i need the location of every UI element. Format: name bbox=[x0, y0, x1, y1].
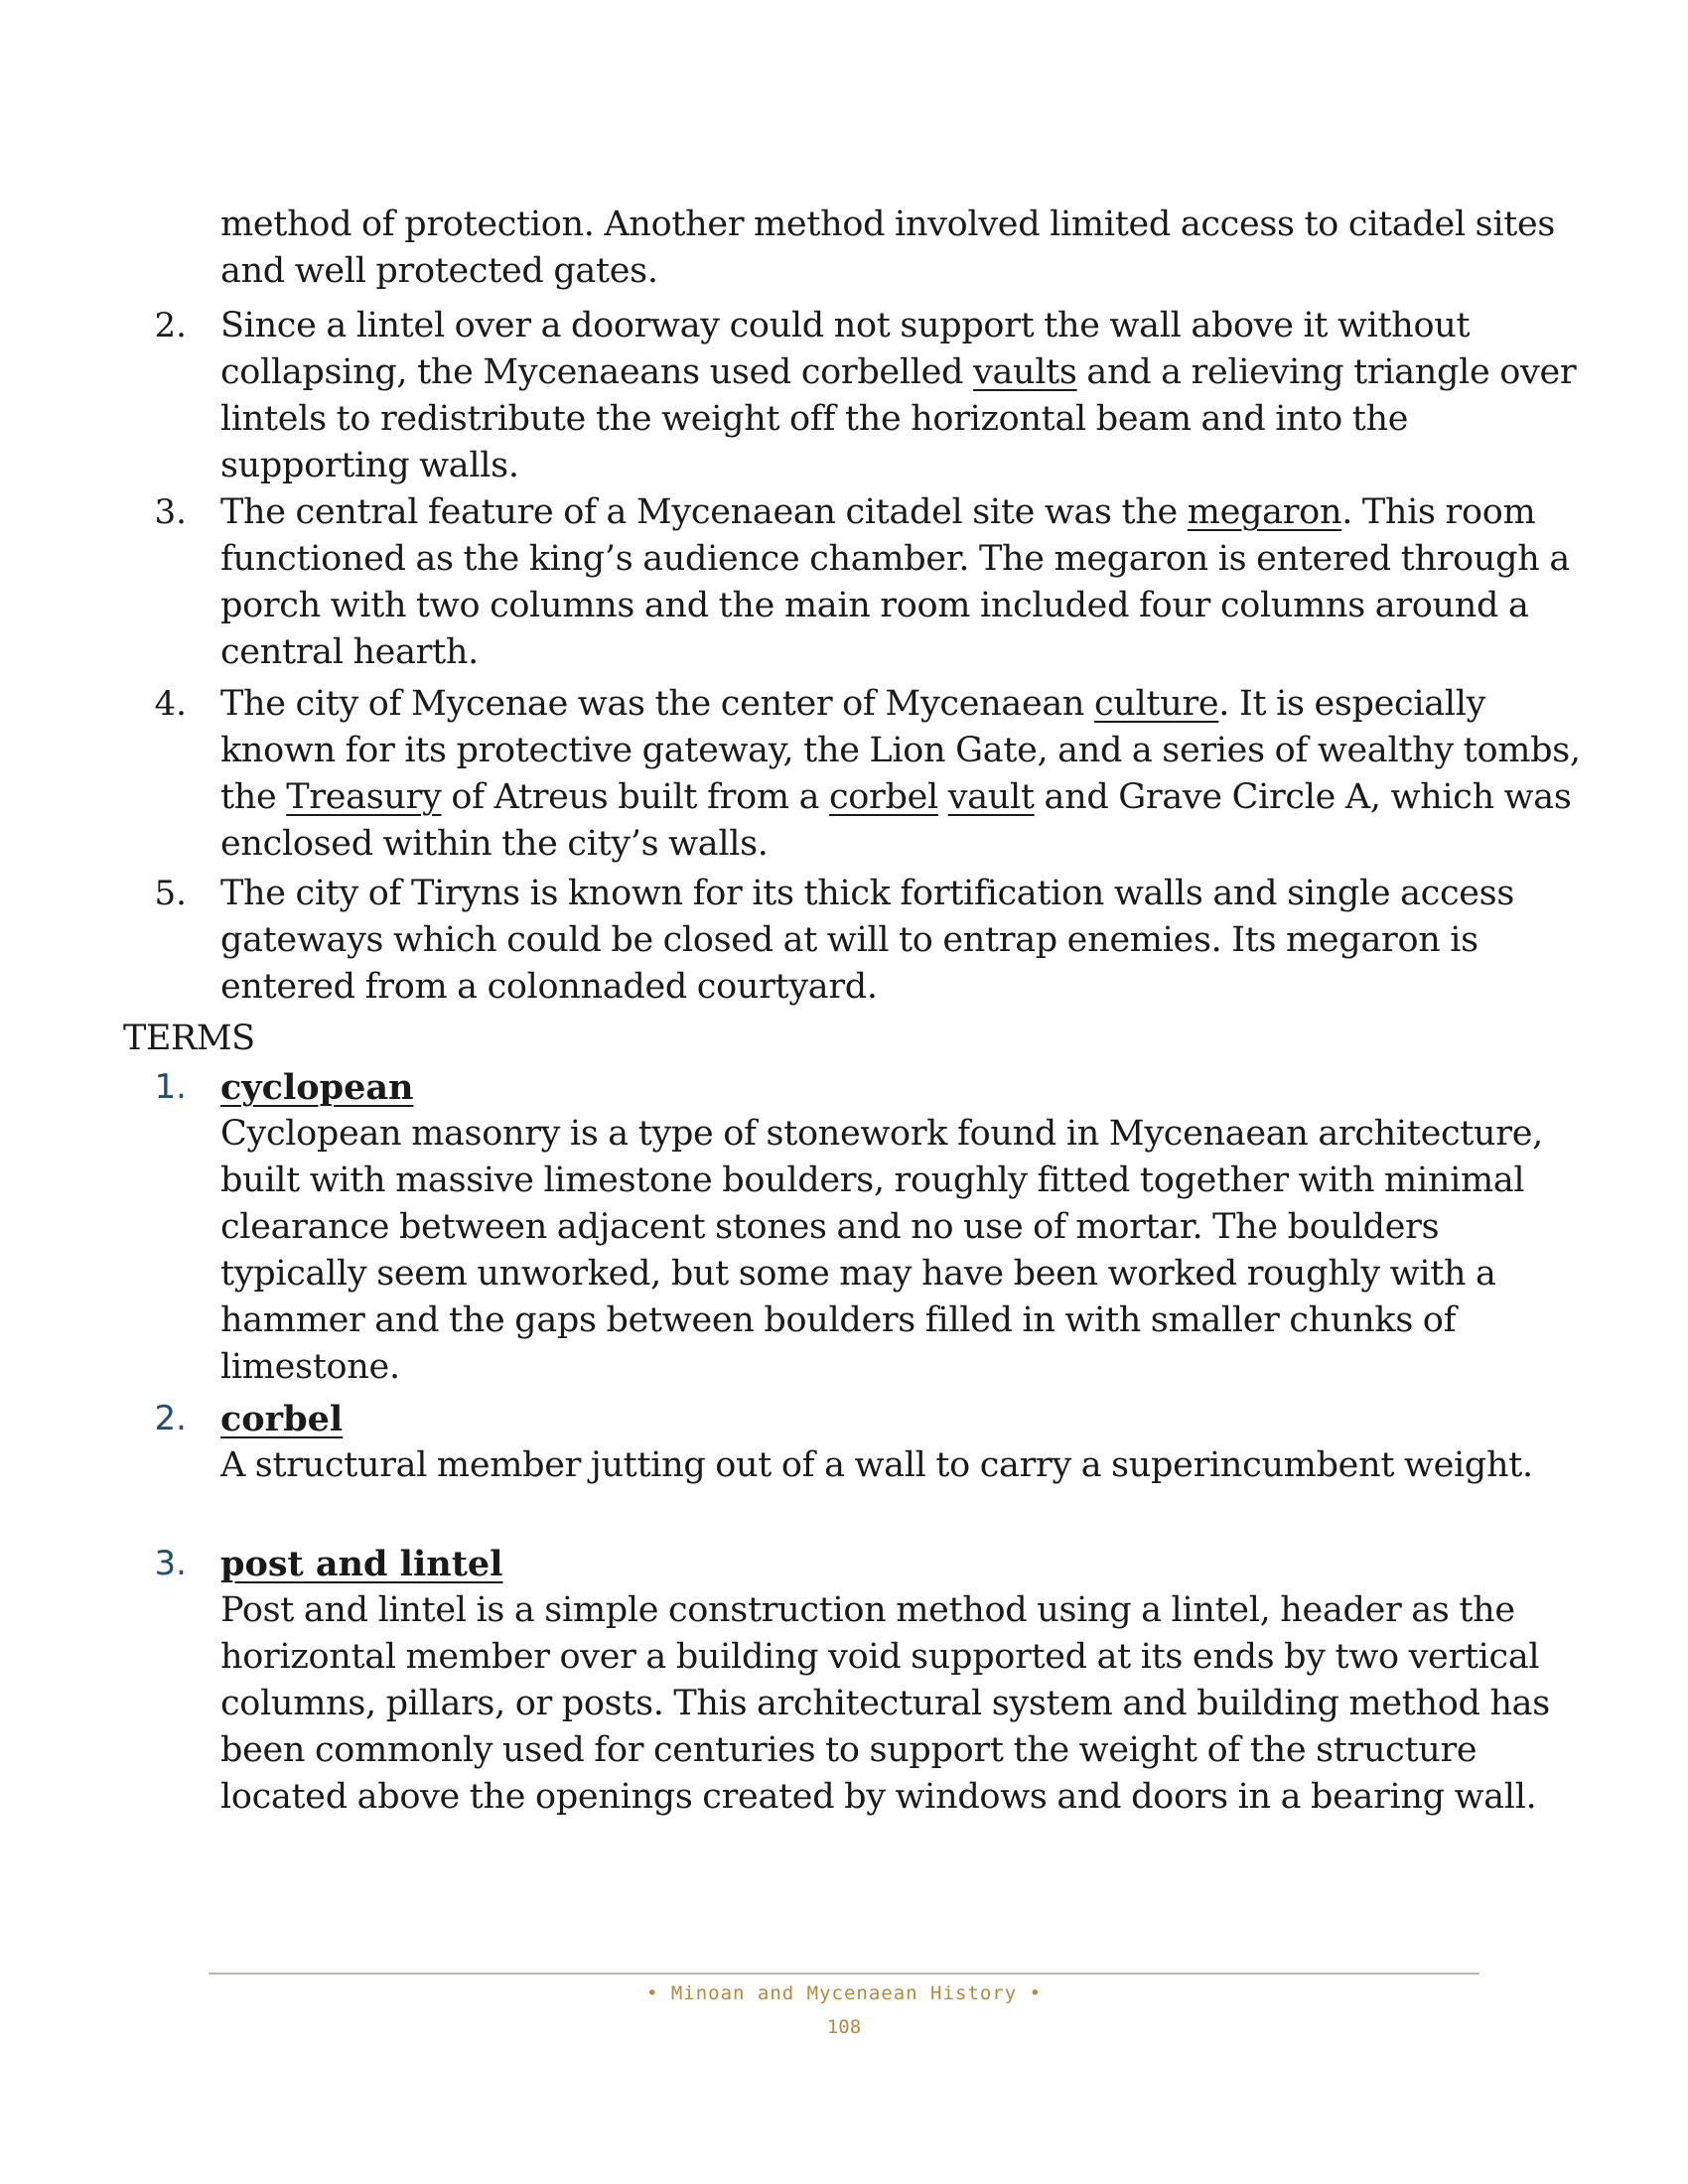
link-corbel[interactable]: corbel bbox=[828, 777, 938, 817]
list-number-4: 4. bbox=[154, 684, 187, 724]
term-title-cyclopean[interactable]: cyclopean bbox=[220, 1067, 414, 1108]
list-number-3: 3. bbox=[154, 492, 187, 532]
list-item-3: The central feature of a Mycenaean citadel site was the megaron. This room functioned as the king’s audience chamber. The megaron is entered through a porch with two columns and the main room included four columns around a central hearth. bbox=[220, 492, 1570, 672]
list-item-4: The city of Mycenae was the center of Mycenaean culture. It is especially known for its protective gateway, the Lion Gate, and a series of wealthy tombs, the Treasury of Atreus built from a corbel vault and Grave Circle A, which was enclosed within the city’s walls. bbox=[220, 684, 1581, 864]
list-number-2: 2. bbox=[154, 306, 187, 345]
list-item-2: Since a lintel over a doorway could not support the wall above it without collapsing, the Mycenaeans used corbelled vaults and a relieving triangle over lintels to redistribute the weight off the horizontal beam and into the supporting walls. bbox=[220, 306, 1577, 485]
list-number-5: 5. bbox=[154, 874, 187, 913]
footer-bullet-left: • bbox=[645, 1982, 659, 2004]
term-title-corbel[interactable]: corbel bbox=[220, 1399, 344, 1439]
link-megaron[interactable]: megaron bbox=[1187, 492, 1342, 532]
link-treasury[interactable]: Treasury bbox=[286, 777, 442, 817]
intro-continuation: method of protection. Another method involved limited access to citadel sites and well protected gates. bbox=[220, 205, 1556, 291]
term-definition-cyclopean: Cyclopean masonry is a type of stonework found in Mycenaean architecture, built with massive limestone boulders, roughly fitted together with minimal clearance between adjacent stones and no use of mortar. The boulders typically seem unworked, but some may have been worked roughly with a hammer and the gaps between boulders filled in with smaller chunks of limestone. bbox=[220, 1114, 1543, 1387]
footer-bullet-right: • bbox=[1029, 1982, 1043, 2004]
term-title-post-and-lintel[interactable]: post and lintel bbox=[220, 1544, 503, 1584]
term-number-3: 3. bbox=[154, 1544, 187, 1583]
footer-title bbox=[0, 1982, 1688, 2004]
term-number-2: 2. bbox=[154, 1399, 187, 1438]
footer-book-title: Minoan and Mycenaean History bbox=[670, 1982, 1018, 2004]
list-item-5: The city of Tiryns is known for its thick fortification walls and single access gateways which could be closed at will to entrap enemies. Its megaron is entered from a colonnaded courtyard. bbox=[220, 874, 1515, 1007]
page-number: 108 bbox=[826, 2016, 862, 2038]
link-culture[interactable]: culture bbox=[1094, 684, 1219, 724]
term-definition-post-and-lintel: Post and lintel is a simple construction method using a lintel, header as the horizontal member over a building void supported at its ends by two vertical columns, pillars, or posts. This architectural system and building method has been commonly used for centuries to support the weight of the structure located above the openings created by windows and doors in a bearing wall. bbox=[220, 1590, 1550, 1817]
link-vaults[interactable]: vaults bbox=[972, 352, 1077, 392]
terms-heading: TERMS bbox=[123, 1019, 255, 1058]
link-vault[interactable]: vault bbox=[947, 777, 1035, 817]
term-definition-corbel: A structural member jutting out of a wall to carry a superincumbent weight. bbox=[220, 1445, 1533, 1485]
term-number-1: 1. bbox=[154, 1067, 187, 1107]
footer-rule bbox=[209, 1973, 1479, 1975]
